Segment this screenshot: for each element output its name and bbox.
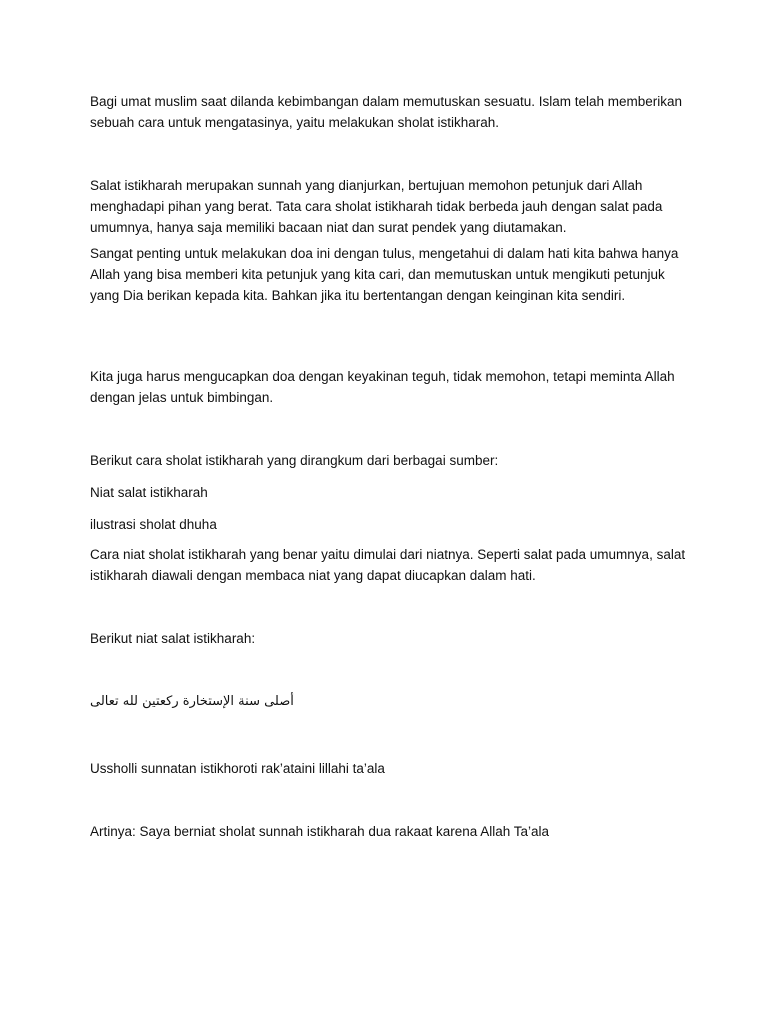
transliteration-text: Ussholli sunnatan istikhoroti rak’ataini lillahi ta’ala (90, 761, 385, 776)
paragraph-steps-intro: Berikut cara sholat istikharah yang dirangkum dari berbagai sumber: (90, 453, 499, 468)
paragraph-niat-explanation: Cara niat sholat istikharah yang benar yaitu dimulai dari niatnya. Seperti salat pada umumnya, salat istikharah diawali dengan membaca niat yang dapat diucapkan dalam hati. (90, 547, 686, 583)
illustration-caption: ilustrasi sholat dhuha (90, 517, 217, 532)
translation-text: Artinya: Saya berniat sholat sunnah istikharah dua rakaat karena Allah Ta’ala (90, 824, 550, 839)
heading-niat: Niat salat istikharah (90, 485, 208, 500)
arabic-niat-text: أصلى سنة الإستخارة ركعتين لله تعالى (90, 694, 294, 709)
paragraph-sincerity: Sangat penting untuk melakukan doa ini dengan tulus, mengetahui di dalam hati kita bahwa hanya Allah yang bisa memberi kita petunjuk yang kita cari, dan memutuskan untuk mengikuti petunjuk yang Dia berikan kepada kita. Bahkan jika itu bertentangan dengan keinginan kita sendiri. (90, 246, 679, 303)
paragraph-conviction: Kita juga harus mengucapkan doa dengan keyakinan teguh, tidak memohon, tetapi meminta Allah dengan jelas untuk bimbingan. (90, 369, 675, 405)
paragraph-niat-intro: Berikut niat salat istikharah: (90, 631, 256, 646)
paragraph-intro: Bagi umat muslim saat dilanda kebimbangan dalam memutuskan sesuatu. Islam telah memberikan sebuah cara untuk mengatasinya, yaitu melakukan sholat istikharah. (90, 94, 683, 130)
paragraph-definition: Salat istikharah merupakan sunnah yang dianjurkan, bertujuan memohon petunjuk dari Allah menghadapi pihan yang berat. Tata cara sholat istikharah tidak berbeda jauh dengan salat pada umumnya, hanya saja memiliki bacaan niat dan surat pendek yang diutamakan. (90, 178, 663, 235)
